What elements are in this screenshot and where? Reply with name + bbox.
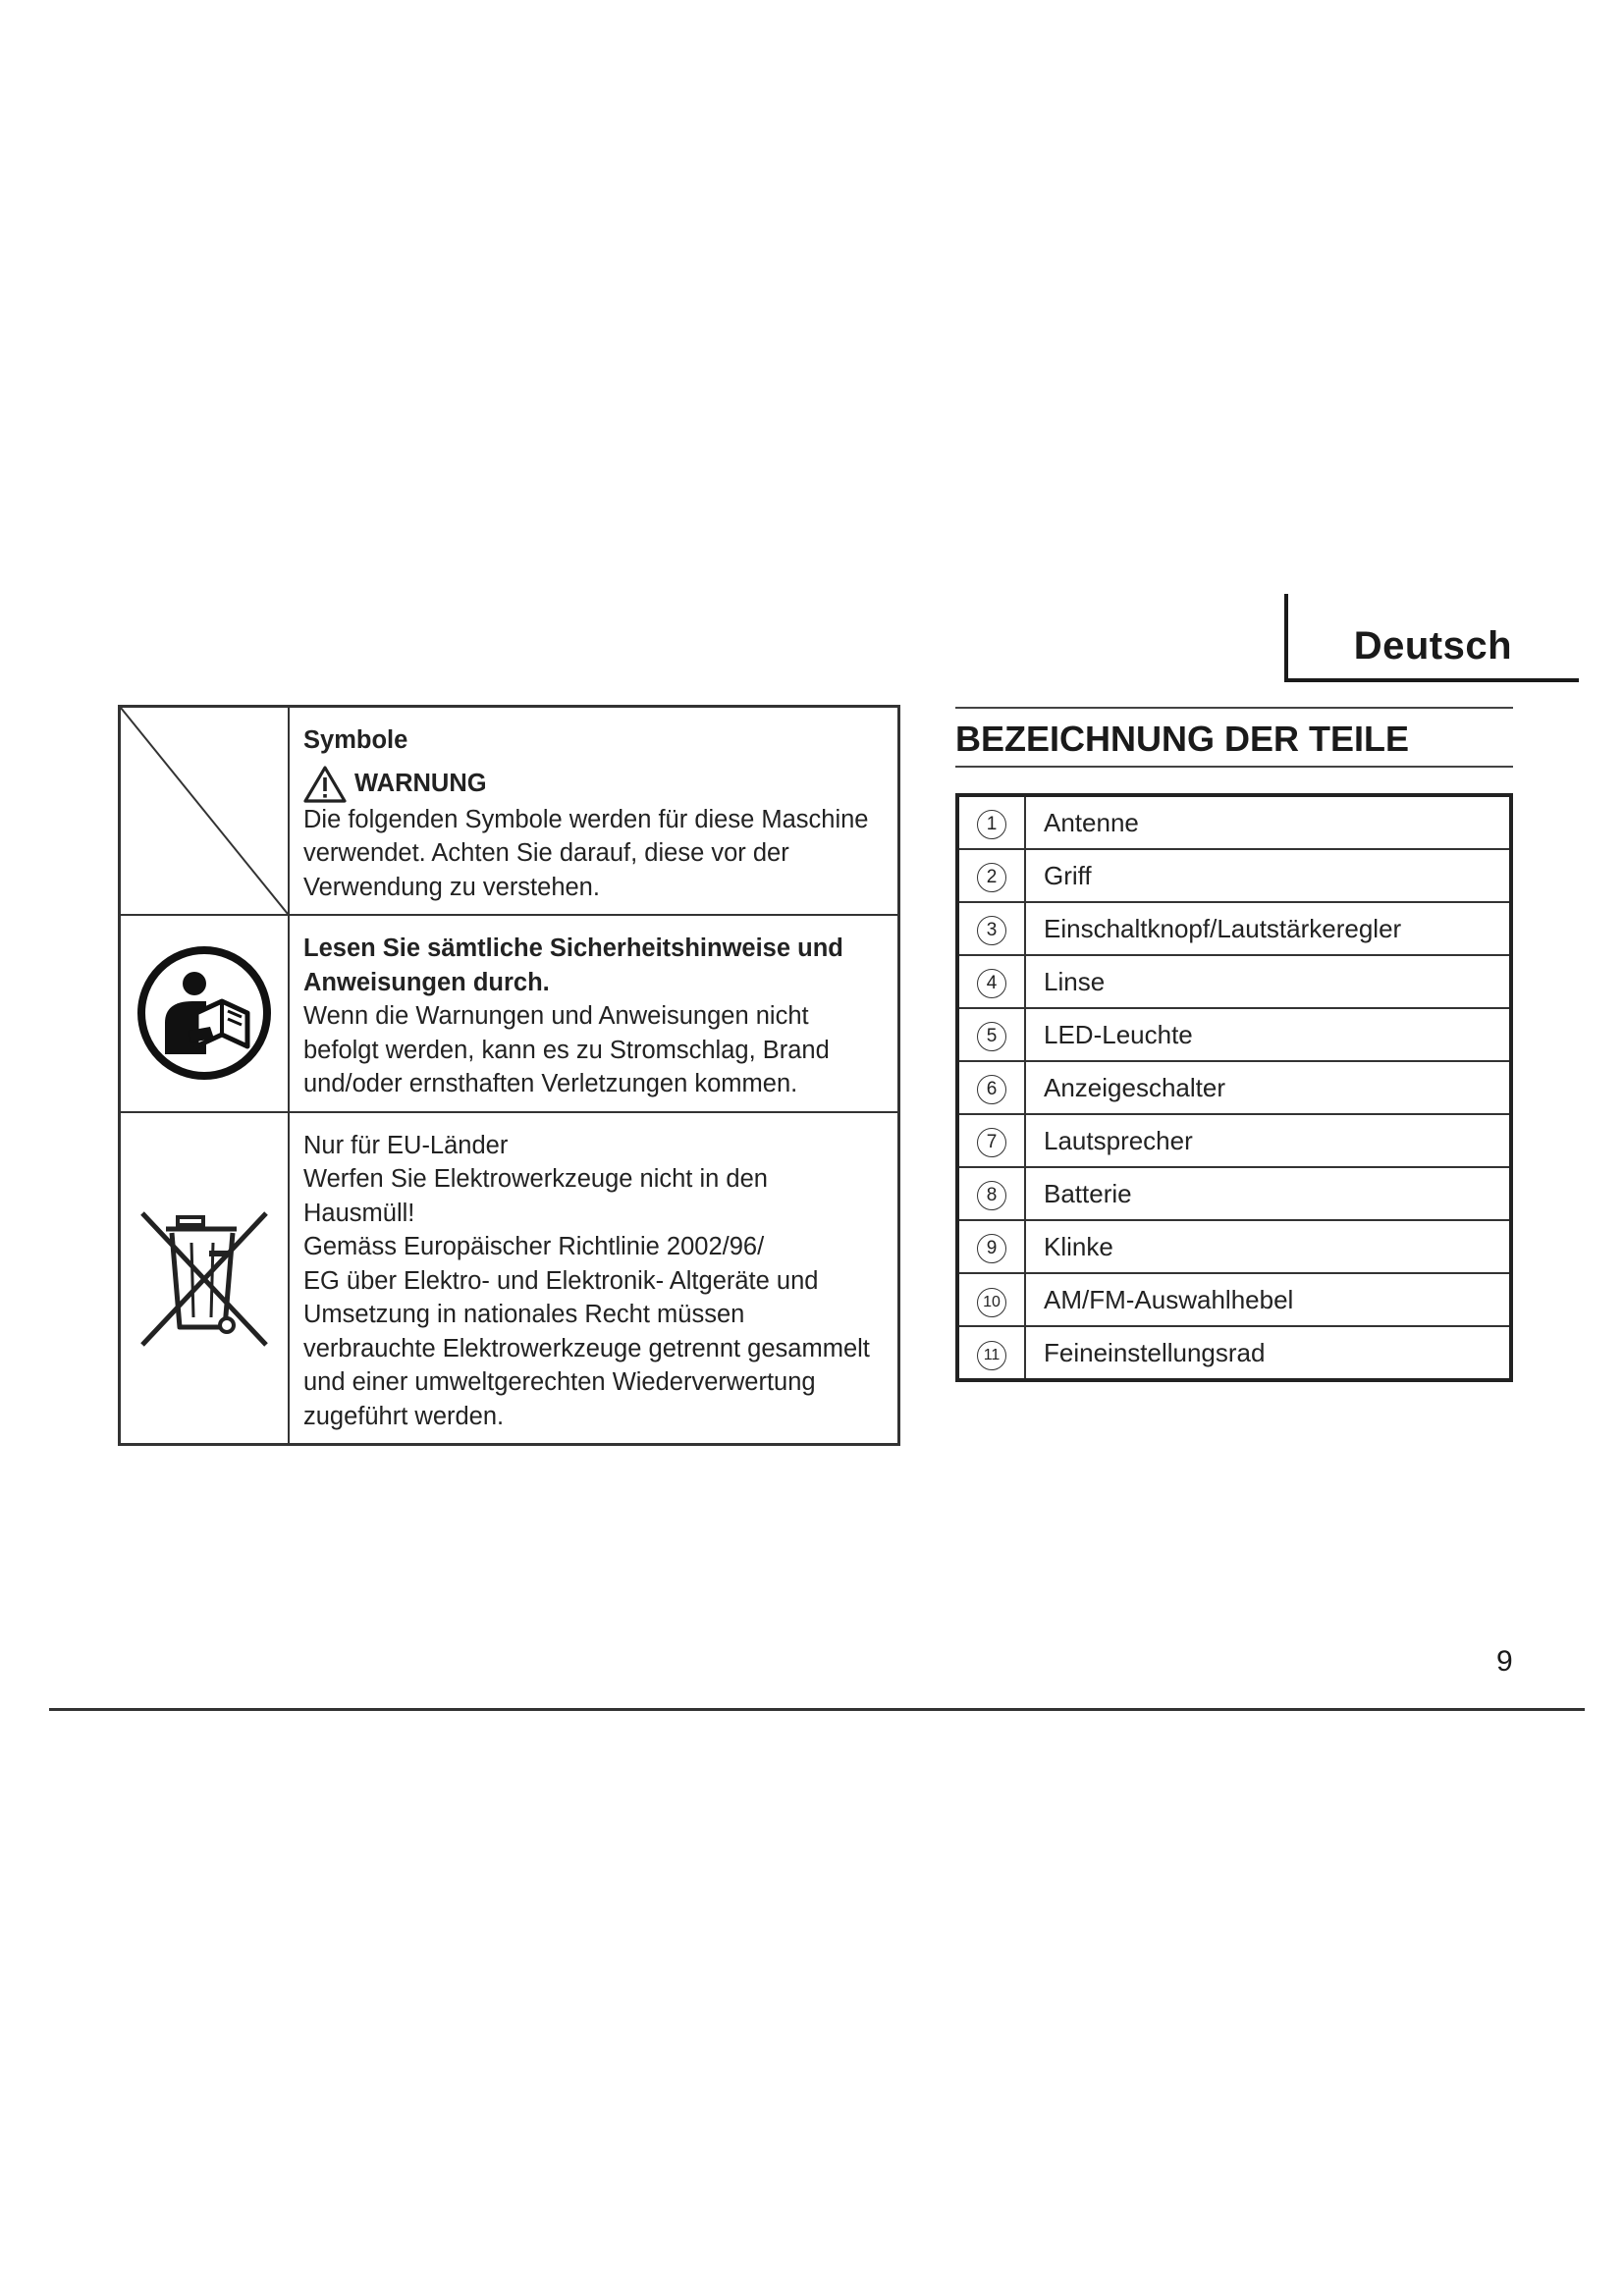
part-name: AM/FM-Auswahlhebel xyxy=(1025,1273,1511,1326)
crossed-out-bin-icon xyxy=(131,1200,278,1357)
part-number-badge: 7 xyxy=(977,1128,1006,1157)
symbols-table-row xyxy=(120,707,899,916)
parts-row xyxy=(957,1326,1511,1380)
symbols-heading: Symbole xyxy=(303,726,408,754)
parts-row xyxy=(957,1273,1511,1326)
part-number-cell xyxy=(957,902,1025,955)
weee-icon-cell xyxy=(120,1112,290,1445)
diagonal-line-cell xyxy=(120,707,290,916)
parts-row xyxy=(957,1061,1511,1114)
parts-row xyxy=(957,795,1511,849)
part-number-cell xyxy=(957,1114,1025,1167)
part-number-badge: 1 xyxy=(977,810,1006,839)
eu-only-line: Nur für EU-Länder xyxy=(303,1131,509,1159)
part-number-badge: 6 xyxy=(977,1075,1006,1104)
part-number-badge: 5 xyxy=(977,1022,1006,1051)
part-number-badge: 4 xyxy=(977,969,1006,998)
part-number-cell xyxy=(957,849,1025,902)
symbols-intro-cell xyxy=(289,707,899,916)
part-name: Batterie xyxy=(1025,1167,1511,1220)
diagonal-line-icon xyxy=(121,708,288,914)
part-name: Klinke xyxy=(1025,1220,1511,1273)
symbols-table xyxy=(118,705,900,1446)
warning-label: WARNUNG xyxy=(354,770,487,798)
part-number-cell xyxy=(957,1061,1025,1114)
parts-row xyxy=(957,1008,1511,1061)
part-number-cell xyxy=(957,1167,1025,1220)
part-name: Feineinstellungsrad xyxy=(1025,1326,1511,1380)
parts-row xyxy=(957,1114,1511,1167)
part-number-badge: 2 xyxy=(977,863,1006,892)
parts-row xyxy=(957,849,1511,902)
read-manual-icon xyxy=(135,944,273,1082)
read-manual-icon-cell xyxy=(120,915,290,1112)
parts-row xyxy=(957,1220,1511,1273)
footer-rule xyxy=(49,1708,1585,1711)
part-number-cell xyxy=(957,955,1025,1008)
warning-triangle-icon xyxy=(303,766,347,803)
part-name: Antenne xyxy=(1025,795,1511,849)
parts-title-bar xyxy=(955,707,1513,768)
part-number-cell xyxy=(957,795,1025,849)
parts-row xyxy=(957,902,1511,955)
part-number-badge: 8 xyxy=(977,1181,1006,1210)
parts-row xyxy=(957,1167,1511,1220)
read-instructions-heading: Lesen Sie sämtliche Sicherheitshinweise und Anweisungen durch. xyxy=(303,934,843,996)
symbols-table-row xyxy=(120,1112,899,1445)
page-number: 9 xyxy=(1496,1645,1513,1678)
read-instructions-text: Wenn die Warnungen und Anweisungen nicht befolgt werden, kann es zu Stromschlag, Brand und/oder ernsthaften Verletzungen kommen. xyxy=(303,1002,830,1097)
part-name: Einschaltknopf/Lautstärkeregler xyxy=(1025,902,1511,955)
part-number-cell xyxy=(957,1273,1025,1326)
part-number-badge: 10 xyxy=(977,1288,1006,1317)
directive-line: Gemäss Europäischer Richtlinie 2002/96/ xyxy=(303,1233,765,1260)
language-header xyxy=(1284,594,1579,682)
part-number-cell xyxy=(957,1008,1025,1061)
parts-row xyxy=(957,955,1511,1008)
eu-disposal-text: EG über Elektro- und Elektronik- Altgeräte und Umsetzung in nationales Recht müssen verbrauchte Elektrowerkzeuge getrennt gesammelt und einer umweltgerechten Wiederverwertung zugeführt werden. xyxy=(303,1266,870,1430)
part-name: Griff xyxy=(1025,849,1511,902)
no-household-waste-line: Werfen Sie Elektrowerkzeuge nicht in den Hausmüll! xyxy=(303,1165,768,1227)
language-label: Deutsch xyxy=(1353,624,1512,667)
part-name: LED-Leuchte xyxy=(1025,1008,1511,1061)
part-number-badge: 11 xyxy=(977,1341,1006,1370)
part-name: Anzeigeschalter xyxy=(1025,1061,1511,1114)
read-instructions-cell xyxy=(289,915,899,1112)
part-number-cell xyxy=(957,1326,1025,1380)
part-name: Linse xyxy=(1025,955,1511,1008)
eu-disposal-cell xyxy=(289,1112,899,1445)
part-number-cell xyxy=(957,1220,1025,1273)
part-number-badge: 3 xyxy=(977,916,1006,945)
symbols-intro-text: Die folgenden Symbole werden für diese Maschine verwendet. Achten Sie darauf, diese vor der Verwendung zu verstehen. xyxy=(303,805,869,901)
symbols-table-row xyxy=(120,915,899,1112)
parts-title: BEZEICHNUNG DER TEILE xyxy=(955,719,1410,759)
part-name: Lautsprecher xyxy=(1025,1114,1511,1167)
warning-line xyxy=(303,766,884,803)
part-number-badge: 9 xyxy=(977,1234,1006,1263)
parts-table xyxy=(955,793,1513,1382)
